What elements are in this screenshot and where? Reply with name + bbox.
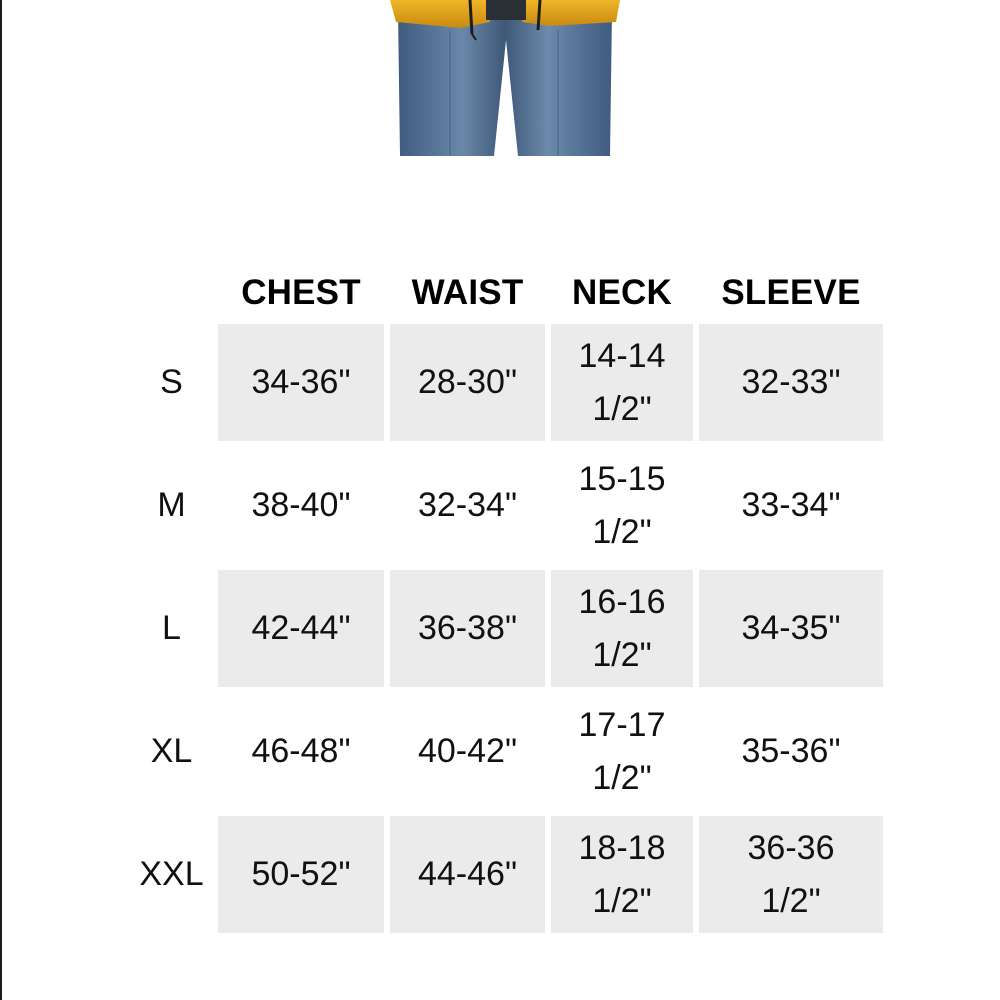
chest-cell: 34-36" (218, 324, 384, 441)
neck-cell (551, 693, 693, 810)
table-header-row (131, 268, 883, 318)
neck-value: 18-18 1/2" (578, 828, 666, 920)
table-row (131, 447, 883, 564)
waist-cell: 40-42" (417, 732, 518, 770)
size-label: L (162, 609, 181, 647)
header-size (131, 268, 212, 318)
header-chest: CHEST (241, 273, 361, 312)
header-neck: NECK (572, 273, 672, 312)
waist-cell: 36-38" (390, 570, 545, 687)
sleeve-value: 36-36 1/2" (747, 828, 835, 920)
chest-cell: 42-44" (218, 570, 384, 687)
sleeve-cell (699, 816, 883, 933)
chest-cell: 38-40" (251, 486, 351, 524)
size-label: XXL (139, 855, 204, 893)
sleeve-cell: 35-36" (741, 732, 841, 770)
neck-cell (551, 324, 693, 441)
neck-cell (551, 447, 693, 564)
table-row (131, 693, 883, 810)
neck-cell (551, 570, 693, 687)
table-row (131, 816, 883, 933)
neck-value: 17-17 1/2" (578, 705, 666, 797)
neck-value: 14-14 1/2" (578, 336, 666, 428)
neck-value: 15-15 1/2" (578, 459, 666, 551)
header-sleeve: SLEEVE (721, 273, 861, 312)
waist-cell: 32-34" (417, 486, 518, 524)
size-label: XL (150, 732, 193, 770)
left-border (0, 0, 2, 1000)
neck-value: 16-16 1/2" (578, 582, 666, 674)
waist-cell: 28-30" (390, 324, 545, 441)
sleeve-cell: 33-34" (741, 486, 841, 524)
table-row (131, 570, 883, 687)
size-label: S (160, 363, 183, 401)
sleeve-cell: 34-35" (699, 570, 883, 687)
waist-cell: 44-46" (390, 816, 545, 933)
sleeve-cell: 32-33" (699, 324, 883, 441)
size-chart-table (125, 262, 889, 939)
header-waist: WAIST (411, 273, 524, 312)
model-photo (390, 0, 620, 160)
table-row (131, 324, 883, 441)
chest-cell: 50-52" (218, 816, 384, 933)
size-label: M (157, 486, 186, 524)
neck-cell (551, 816, 693, 933)
chest-cell: 46-48" (251, 732, 351, 770)
